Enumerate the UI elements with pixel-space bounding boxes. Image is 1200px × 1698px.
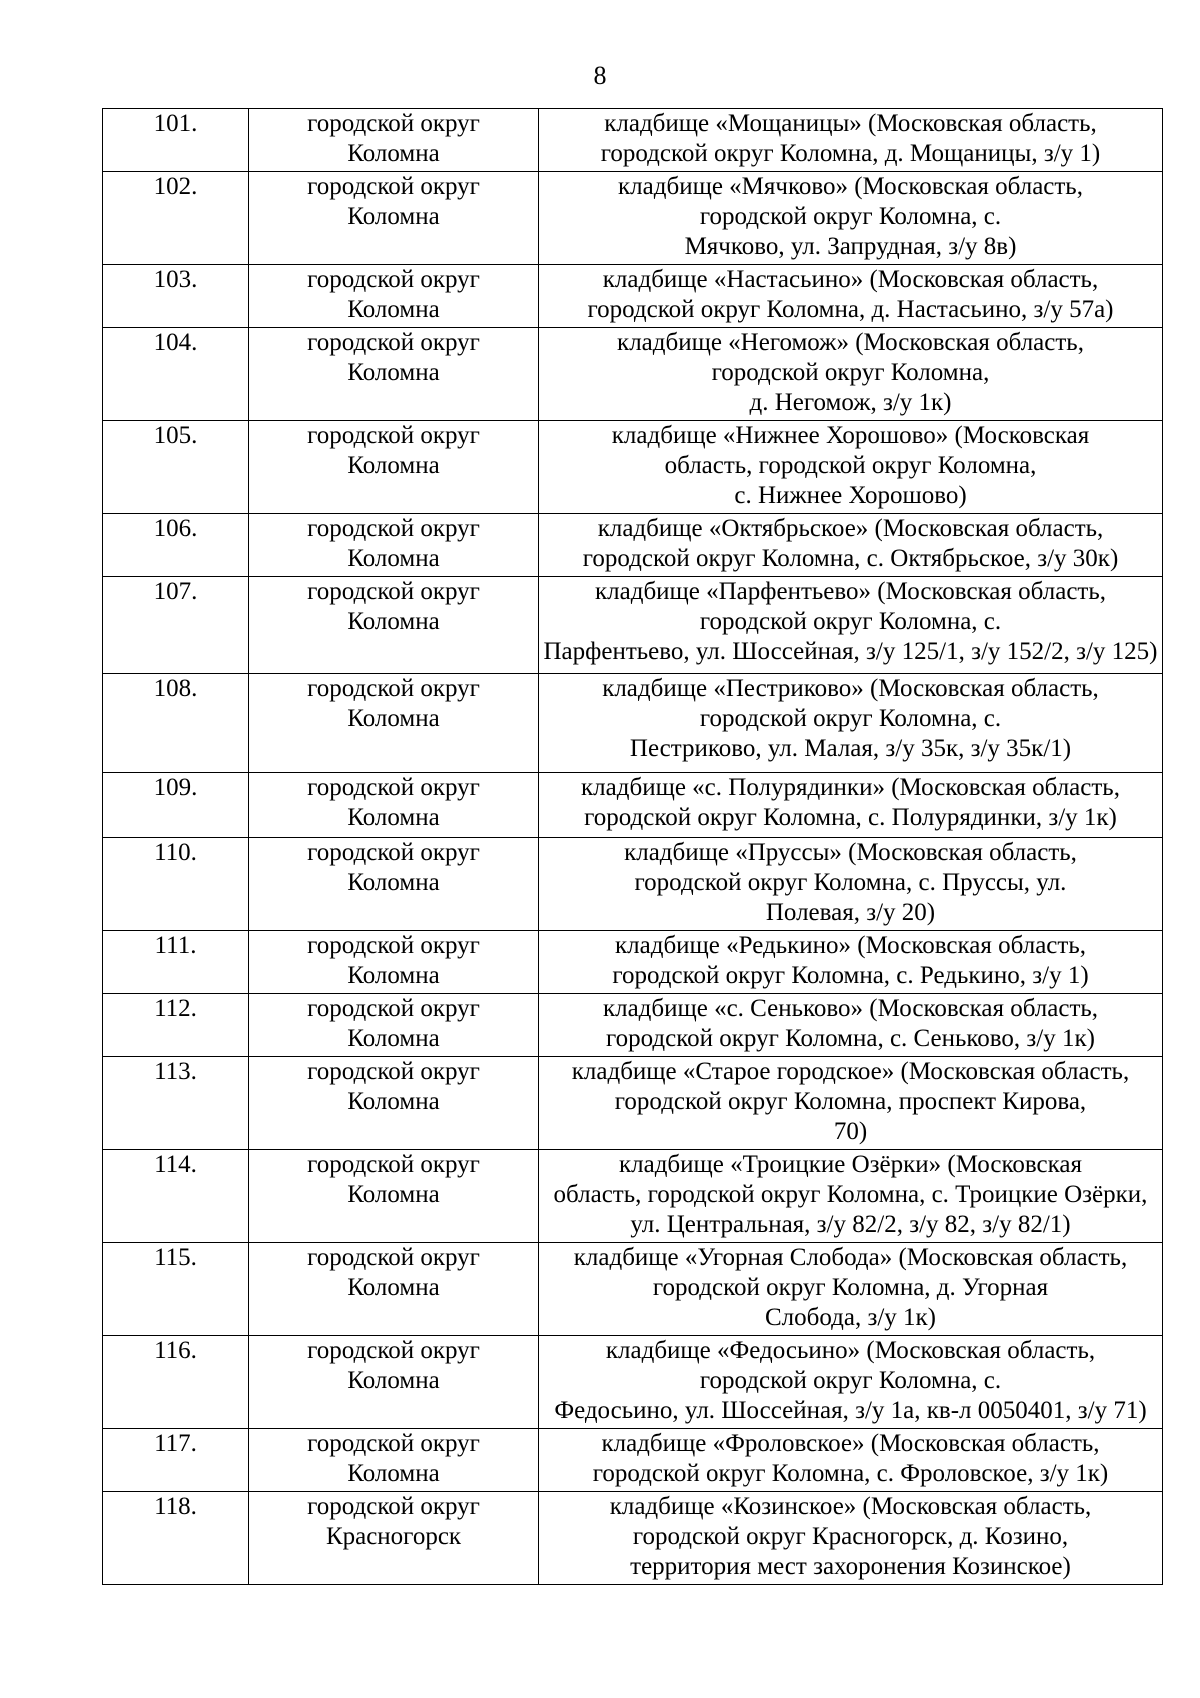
table-row (103, 421, 1163, 514)
municipal-district: городской округ Коломна (249, 172, 539, 265)
municipal-district: городской округ Коломна (249, 773, 539, 838)
cemetery-location: кладбище «Пруссы» (Московская область, городской округ Коломна, с. Пруссы, ул. Полевая, з/у 20) (539, 838, 1163, 931)
row-number: 111. (103, 931, 249, 994)
row-number: 107. (103, 577, 249, 674)
municipal-district: городской округ Коломна (249, 674, 539, 773)
cemetery-location: кладбище «Нижнее Хорошово» (Московская область, городской округ Коломна, с. Нижнее Хорошово) (539, 421, 1163, 514)
cemetery-location: кладбище «Пестриково» (Московская область, городской округ Коломна, с. Пестриково, ул. Малая, з/у 35к, з/у 35к/1) (539, 674, 1163, 773)
municipal-district: городской округ Коломна (249, 577, 539, 674)
cemetery-location: кладбище «с. Полурядинки» (Московская область, городской округ Коломна, с. Полурядинки, з/у 1к) (539, 773, 1163, 838)
row-number: 115. (103, 1243, 249, 1336)
page-number: 8 (593, 61, 607, 90)
municipal-district: городской округ Коломна (249, 328, 539, 421)
municipal-district: городской округ Коломна (249, 931, 539, 994)
table-row (103, 514, 1163, 577)
cemetery-location: кладбище «Фроловское» (Московская область, городской округ Коломна, с. Фроловское, з/у 1к) (539, 1429, 1163, 1492)
table-row (103, 265, 1163, 328)
cemetery-location: кладбище «Мячково» (Московская область, городской округ Коломна, с. Мячково, ул. Запрудная, з/у 8в) (539, 172, 1163, 265)
table-row (103, 1492, 1163, 1585)
municipal-district: городской округ Коломна (249, 1429, 539, 1492)
row-number: 109. (103, 773, 249, 838)
row-number: 116. (103, 1336, 249, 1429)
municipal-district: городской округ Коломна (249, 514, 539, 577)
cemetery-location: кладбище «Старое городское» (Московская область, городской округ Коломна, проспект Кирова, 70) (539, 1057, 1163, 1150)
cemetery-location: кладбище «Угорная Слобода» (Московская область, городской округ Коломна, д. Угорная Слобода, з/у 1к) (539, 1243, 1163, 1336)
cemetery-location: кладбище «Редькино» (Московская область, городской округ Коломна, с. Редькино, з/у 1) (539, 931, 1163, 994)
table-row (103, 674, 1163, 773)
municipal-district: городской округ Коломна (249, 1150, 539, 1243)
row-number: 118. (103, 1492, 249, 1585)
row-number: 106. (103, 514, 249, 577)
municipal-district: городской округ Коломна (249, 421, 539, 514)
table-row (103, 1336, 1163, 1429)
row-number: 108. (103, 674, 249, 773)
table-row (103, 931, 1163, 994)
municipal-district: городской округ Коломна (249, 265, 539, 328)
table-row (103, 1150, 1163, 1243)
municipal-district: городской округ Коломна (249, 994, 539, 1057)
cemetery-location: кладбище «Мощаницы» (Московская область, городской округ Коломна, д. Мощаницы, з/у 1) (539, 109, 1163, 172)
row-number: 117. (103, 1429, 249, 1492)
cemetery-registry-table (102, 108, 1163, 1585)
table-row (103, 577, 1163, 674)
municipal-district: городской округ Красногорск (249, 1492, 539, 1585)
row-number: 113. (103, 1057, 249, 1150)
municipal-district: городской округ Коломна (249, 1336, 539, 1429)
row-number: 103. (103, 265, 249, 328)
municipal-district: городской округ Коломна (249, 1057, 539, 1150)
municipal-district: городской округ Коломна (249, 1243, 539, 1336)
row-number: 112. (103, 994, 249, 1057)
registry-table-body (103, 109, 1163, 1585)
table-row (103, 328, 1163, 421)
cemetery-location: кладбище «Козинское» (Московская область, городской округ Красногорск, д. Козино, территория мест захоронения Козинское) (539, 1492, 1163, 1585)
row-number: 114. (103, 1150, 249, 1243)
row-number: 104. (103, 328, 249, 421)
cemetery-location: кладбище «Негомож» (Московская область, городской округ Коломна, д. Негомож, з/у 1к) (539, 328, 1163, 421)
row-number: 110. (103, 838, 249, 931)
municipal-district: городской округ Коломна (249, 109, 539, 172)
table-row (103, 994, 1163, 1057)
cemetery-location: кладбище «Федосьино» (Московская область, городской округ Коломна, с. Федосьино, ул. Шоссейная, з/у 1а, кв-л 0050401, з/у 71) (539, 1336, 1163, 1429)
table-row (103, 773, 1163, 838)
cemetery-location: кладбище «Парфентьево» (Московская область, городской округ Коломна, с. Парфентьево, ул. Шоссейная, з/у 125/1, з/у 152/2, з/у 125) (539, 577, 1163, 674)
municipal-district: городской округ Коломна (249, 838, 539, 931)
cemetery-location: кладбище «с. Сеньково» (Московская область, городской округ Коломна, с. Сеньково, з/у 1к) (539, 994, 1163, 1057)
table-row (103, 172, 1163, 265)
row-number: 105. (103, 421, 249, 514)
cemetery-location: кладбище «Настасьино» (Московская область, городской округ Коломна, д. Настасьино, з/у 57а) (539, 265, 1163, 328)
row-number: 102. (103, 172, 249, 265)
cemetery-location: кладбище «Троицкие Озёрки» (Московская область, городской округ Коломна, с. Троицкие Озёрки, ул. Центральная, з/у 82/2, з/у 82, з/у 82/1) (539, 1150, 1163, 1243)
row-number: 101. (103, 109, 249, 172)
table-row (103, 1429, 1163, 1492)
cemetery-location: кладбище «Октябрьское» (Московская область, городской округ Коломна, с. Октябрьское, з/у 30к) (539, 514, 1163, 577)
table-row (103, 1243, 1163, 1336)
table-row (103, 838, 1163, 931)
table-row (103, 109, 1163, 172)
table-row (103, 1057, 1163, 1150)
